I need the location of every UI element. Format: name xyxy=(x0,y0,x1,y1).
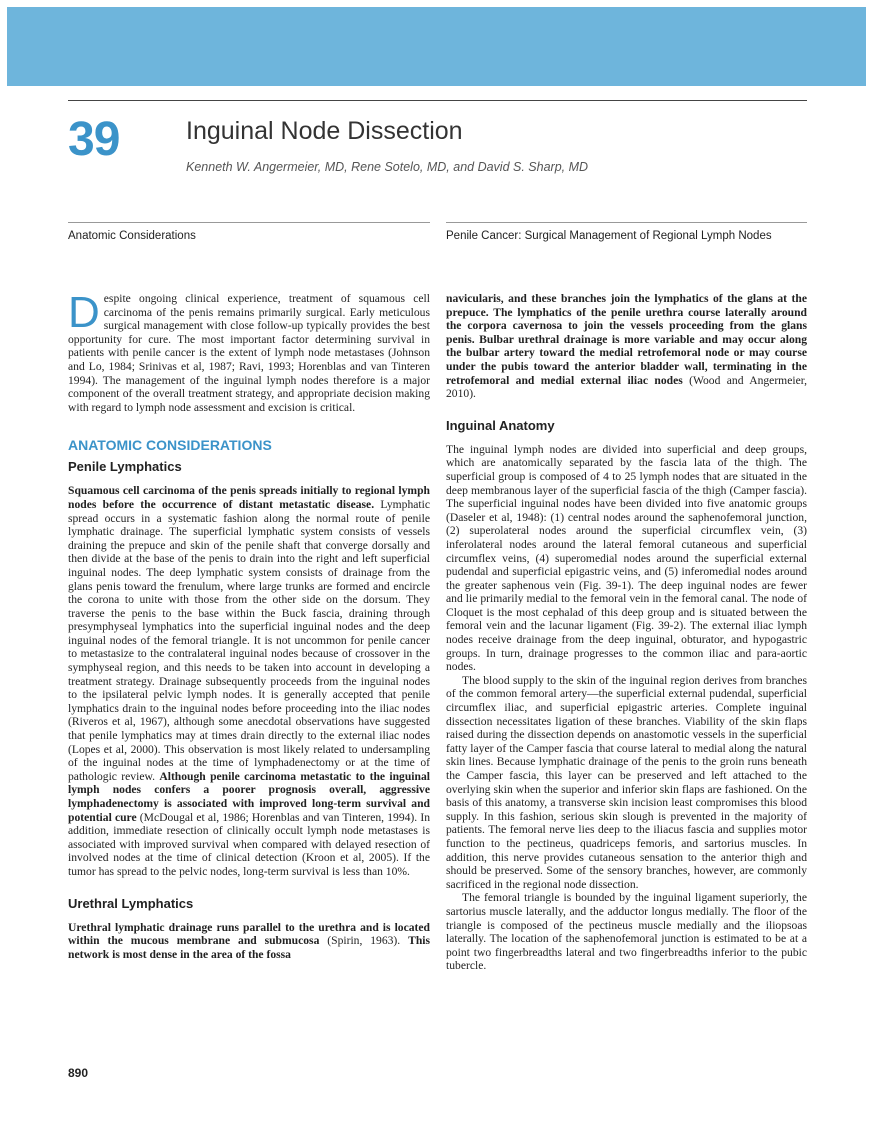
section-heading: ANATOMIC CONSIDERATIONS xyxy=(68,437,272,454)
drop-cap: D xyxy=(68,288,100,337)
urethral-bold-2-start: This network is most dense in the area of the fossa xyxy=(68,934,431,961)
urethral-text-2: (Wood and Angermeier, 2010). xyxy=(446,373,808,401)
right-running-head-rule xyxy=(446,222,807,223)
urethral-bold-1: Urethral lymphatic drainage runs parallel to the urethra and is located within the mucous membrane and submucosa xyxy=(68,920,430,948)
running-head-right: Penile Cancer: Surgical Management of Regional Lymph Nodes xyxy=(446,230,772,242)
inguinal-paragraph-3: The femoral triangle is bounded by the inguinal ligament superiorly, the sartorius muscle laterally, and the adductor longus medially. The floor of the triangle is composed of the pectineus muscle medially and the iliopsoas laterally. The location of the saphenofemoral junction is estimated to be at a point two fingerbreadths lateral and two fingerbreadths inferior to the pubic tubercle. xyxy=(446,891,807,973)
penile-bold-2: Although penile carcinoma metastatic to the inguinal lymph nodes confers a poorer prognosis overall, aggressive lymphadenectomy is associated with improved long-term survival and potential cure xyxy=(68,769,430,824)
inguinal-paragraph-2: The blood supply to the skin of the inguinal region derives from branches of the common femoral artery—the superficial external pudendal, superficial circumflex iliac, and superficial epigastric arteries. Complete inguinal dissection necessitates ligation of these branches. Viability of the skin flaps raised during the dissection depends on anastomotic vessels in the superficial fatty layer of the Camper fascia that course lateral to medial along the natural skin lines. Because lymphatic drainage of the penis to the groin runs beneath the Camper fascia, this layer can be preserved and left attached to the overlying skin when the superior and inferior skin flaps are fashioned. On the basis of this anatomy, a transverse skin incision least compromises this blood supply. In this fashion, serious skin slough is prevented in the majority of patients. The femoral nerve lies deep to the iliacus fascia and supplies motor function to the pectineus, quadriceps femoris, and sartorius muscles. In addition, this nerve provides cutaneous sensation to the anterior thigh and should be preserved. Some of the sensory branches, however, are commonly sacrificed in the regional node dissection. xyxy=(446,673,807,891)
penile-paragraph xyxy=(68,484,430,878)
left-column xyxy=(68,288,431,961)
header-rule xyxy=(68,100,807,101)
left-running-head-rule xyxy=(68,222,430,223)
penile-text-1: Lymphatic spread occurs in a systematic fashion along the normal route of penile lymphatic drainage. The superficial lymphatic system consists of vessels draining the prepuce and skin of the penile shaft that converge dorsally and then divide at the base of the penis to drain into the right and left superficial inguinal nodes. The deep lymphatic system consists of drainage from the glans penis toward the frenulum, where large trunks are formed and encircle the corona to unite with those from the other side on the dorsum. They traverse the penis to the base within the Buck fascia, draining through presymphyseal lymphatics into the superficial inguinal nodes and the deep inguinal nodes of the femoral triangle. It is not uncommon for penile cancer to metastasize to the contralateral inguinal nodes because of crossover in the symphyseal region, and this needs to be taken into account in developing a treatment strategy. Drainage subsequently proceeds from the inguinal nodes to the ipsilateral pelvic lymph nodes. It is generally accepted that penile lymphatics drain to the inguinal nodes before proceeding into the iliac nodes (Riveros et al, 1967), although some anecdotal observations have suggested that penile lymphatics may at times drain directly to the external iliac nodes (Lopes et al, 2000). This observation is most likely related to undersampling of the inguinal nodes at the time of lymphadenectomy or at the time of pathologic review. xyxy=(68,497,430,783)
intro-text: espite ongoing clinical experience, treatment of squamous cell carcinoma of the penis remains primarily surgical. Early meticulous surgical management with close follow-up typically provides the best opportunity for cure. The most important factor determining survival in patients with penile cancer is the extent of lymph node metastases (Johnson and Lo, 1984; Srinivas et al, 1987; Ravi, 1993; Horenblas and van Tinteren 1994). The management of the inguinal lymph nodes therefore is a major component of the overall treatment strategy, and appropriate decision making with regard to lymph node assessment and excision is critical. xyxy=(68,292,430,414)
subsection-heading-inguinal: Inguinal Anatomy xyxy=(446,417,555,433)
urethral-paragraph-cont xyxy=(446,292,807,401)
urethral-bold-2: navicularis, and these branches join the lymphatics of the glans at the prepuce. The lymphatics of the penile urethra course laterally around the corpora cavernosa to join the vessels proceeding from the glans penis. Bulbar urethral drainage is more variable and may occur along the bulbar artery toward the medial retrofemoral node or may course under the pubis toward the anterior bladder wall, terminating in the retrofemoral and medial external iliac nodes xyxy=(446,292,807,387)
right-column xyxy=(446,292,807,973)
penile-bold-1: Squamous cell carcinoma of the penis spreads initially to regional lymph nodes before the occurrence of distant metastatic disease. xyxy=(68,484,430,511)
subsection-heading-penile: Penile Lymphatics xyxy=(68,459,182,475)
penile-text-2: (McDougal et al, 1986; Horenblas and van Tinteren, 1994). In addition, immediate resection of clinically occult lymph node metastases is associated with improved survival when compared with delayed resection of involved nodes at the time of clinical detection (Kroon et al, 2005). If the tumor has spread to the pelvic nodes, long-term survival is less than 10%. xyxy=(68,810,430,878)
subsection-heading-urethral: Urethral Lymphatics xyxy=(68,895,194,911)
urethral-paragraph-start xyxy=(68,921,430,962)
urethral-text-1: (Spirin, 1963). xyxy=(319,934,409,948)
chapter-authors: Kenneth W. Angermeier, MD, Rene Sotelo, MD, and David S. Sharp, MD xyxy=(186,160,589,174)
top-banner xyxy=(7,7,866,86)
intro-paragraph xyxy=(68,288,430,414)
running-head-left: Anatomic Considerations xyxy=(68,230,196,242)
chapter-title: Inguinal Node Dissection xyxy=(186,117,463,145)
inguinal-paragraph-1: The inguinal lymph nodes are divided into superficial and deep groups, which are anatomically separated by the fascia lata of the thigh. The superficial group is composed of 4 to 25 lymph nodes that are situated in the deep membranous layer of the superficial fascia of the thigh (Camper fascia). The superficial inguinal nodes have been divided into five anatomic groups (Daseler et al, 1948): (1) central nodes around the saphenofemoral junction, (2) superolateral nodes around the superficial circumflex vein, (3) inferolateral nodes around the lateral femoral cutaneous and superficial circumflex veins, (4) superomedial nodes around the superficial external pudendal and superficial epigastric veins, and (5) inferomedial nodes around the greater saphenous vein (Fig. 39-1). The deep inguinal nodes are fewer and lie primarily medial to the femoral vein in the femoral canal. The node of Cloquet is the most cephalad of this deep group and is situated between the femoral vein and the lacunar ligament (Fig. 39-2). The external iliac lymph nodes receive drainage from the deep inguinal, obturator, and hypogastric groups. In turn, drainage progresses to the common iliac and para-aortic nodes. xyxy=(446,442,807,674)
page-number: 890 xyxy=(68,1066,89,1080)
chapter-number: 39 xyxy=(68,113,120,166)
